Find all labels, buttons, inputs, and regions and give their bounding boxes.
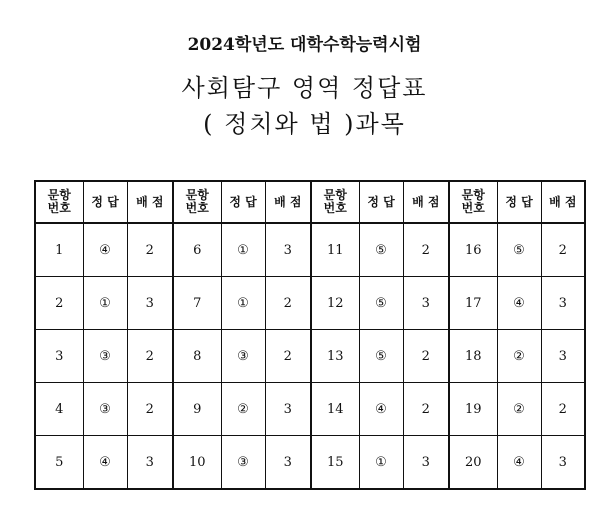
column-header-answer: 정 답 [497,181,541,223]
column-header-question-no-line2: 번호 [47,201,71,215]
points-cell: 2 [127,223,173,277]
points-cell: 2 [541,383,585,436]
points-cell: 2 [127,383,173,436]
question-number-cell: 12 [311,277,359,330]
question-number-cell: 3 [35,330,83,383]
table-row [35,330,585,383]
points-cell: 2 [403,330,449,383]
answer-cell: ③ [83,383,127,436]
points-cell: 2 [403,383,449,436]
question-number-cell: 7 [173,277,221,330]
question-number-cell: 9 [173,383,221,436]
table-header-row [35,181,585,223]
points-cell: 2 [541,223,585,277]
column-header-points: 배 점 [127,181,173,223]
column-header-question-no [173,181,221,223]
column-header-points: 배 점 [541,181,585,223]
answer-cell: ③ [83,330,127,383]
column-header-answer: 정 답 [359,181,403,223]
column-header-answer: 정 답 [221,181,265,223]
points-cell: 3 [127,277,173,330]
answer-cell: ① [221,277,265,330]
column-header-question-no [449,181,497,223]
points-cell: 2 [265,277,311,330]
question-number-cell: 4 [35,383,83,436]
answer-cell: ④ [497,436,541,490]
question-number-cell: 11 [311,223,359,277]
answer-cell: ⑤ [359,277,403,330]
question-number-cell: 2 [35,277,83,330]
question-number-cell: 1 [35,223,83,277]
question-number-cell: 10 [173,436,221,490]
question-number-cell: 8 [173,330,221,383]
table-row [35,436,585,490]
sheet-title: 사회탐구 영역 정답표 [181,74,428,102]
points-cell: 3 [403,436,449,490]
points-cell: 3 [541,330,585,383]
answer-cell: ⑤ [359,330,403,383]
table-row [35,277,585,330]
column-header-question-no-line2: 번호 [323,201,347,215]
column-header-question-no [35,181,83,223]
question-number-cell: 18 [449,330,497,383]
column-header-question-no-line1: 문항 [461,188,485,202]
column-header-question-no [311,181,359,223]
answer-cell: ④ [497,277,541,330]
answer-cell: ② [221,383,265,436]
question-number-cell: 6 [173,223,221,277]
answer-cell: ④ [83,223,127,277]
points-cell: 3 [403,277,449,330]
column-header-question-no-line2: 번호 [461,201,485,215]
answer-cell: ③ [221,436,265,490]
column-header-points: 배 점 [403,181,449,223]
points-cell: 2 [265,330,311,383]
answer-cell: ② [497,383,541,436]
answer-cell: ④ [83,436,127,490]
question-number-cell: 13 [311,330,359,383]
answer-cell: ① [83,277,127,330]
answer-cell: ④ [359,383,403,436]
column-header-question-no-line1: 문항 [185,188,209,202]
answer-cell: ⑤ [497,223,541,277]
answer-cell: ① [359,436,403,490]
answer-table [34,180,586,490]
points-cell: 2 [403,223,449,277]
points-cell: 3 [265,223,311,277]
answer-cell: ③ [221,330,265,383]
points-cell: 3 [541,436,585,490]
column-header-question-no-line1: 문항 [47,188,71,202]
question-number-cell: 20 [449,436,497,490]
answer-cell: ⑤ [359,223,403,277]
answer-cell: ① [221,223,265,277]
column-header-question-no-line1: 문항 [323,188,347,202]
points-cell: 3 [541,277,585,330]
question-number-cell: 15 [311,436,359,490]
question-number-cell: 14 [311,383,359,436]
points-cell: 3 [265,436,311,490]
points-cell: 3 [127,436,173,490]
exam-name: 2024학년도 대학수학능력시험 [187,35,422,55]
question-number-cell: 19 [449,383,497,436]
subject-line: ( 정치와 법 )과목 [203,110,406,138]
question-number-cell: 16 [449,223,497,277]
column-header-answer: 정 답 [83,181,127,223]
column-header-points: 배 점 [265,181,311,223]
table-row [35,223,585,277]
column-header-question-no-line2: 번호 [185,201,209,215]
table-row [35,383,585,436]
question-number-cell: 5 [35,436,83,490]
points-cell: 2 [127,330,173,383]
points-cell: 3 [265,383,311,436]
question-number-cell: 17 [449,277,497,330]
answer-cell: ② [497,330,541,383]
